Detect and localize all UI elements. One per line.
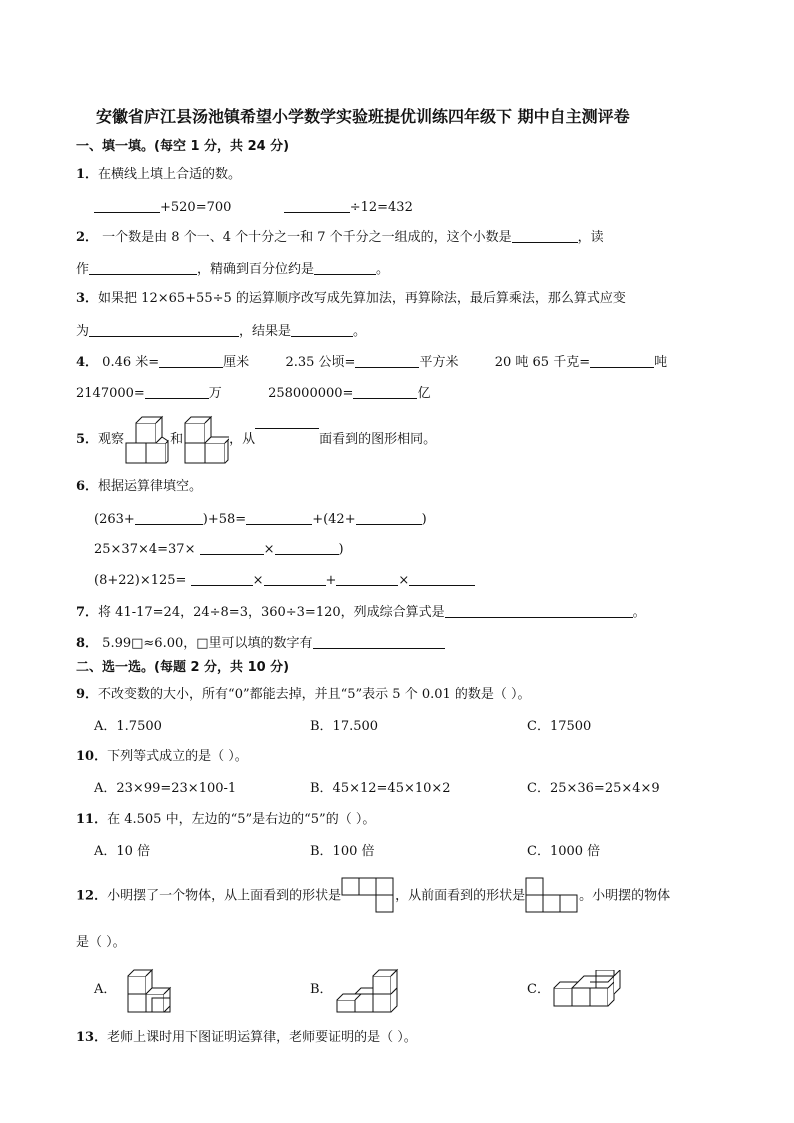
answer-blank[interactable] bbox=[409, 571, 475, 586]
answer-blank[interactable] bbox=[336, 571, 398, 586]
question-12 bbox=[76, 876, 670, 916]
question-text: 将 41-17=24，24÷8=3，360÷3=120，列成综合算式是 bbox=[98, 605, 445, 620]
question-text: ，从 bbox=[229, 432, 256, 447]
unit-text: 亿 bbox=[417, 386, 431, 401]
equation-text: ÷12=432 bbox=[349, 200, 413, 215]
answer-blank[interactable] bbox=[159, 353, 223, 368]
option-c[interactable]: C．17500 bbox=[527, 719, 592, 734]
question-text: ，从前面看到的形状是 bbox=[395, 888, 526, 904]
option-c-cubes-figure bbox=[550, 970, 630, 1010]
equation-text: + bbox=[325, 573, 337, 588]
answer-blank[interactable] bbox=[353, 384, 417, 399]
question-text: 在 4.505 中，左边的“5”是右边的“5”的（ ）。 bbox=[107, 812, 376, 827]
answer-blank[interactable] bbox=[94, 198, 160, 213]
question-text: 一个数是由 8 个一、4 个十分之一和 7 个千分之一组成的，这个小数是 bbox=[98, 230, 512, 245]
unit-text: 万 bbox=[208, 386, 222, 401]
question-number: 7． bbox=[76, 605, 99, 620]
question-text: 面看到的图形相同。 bbox=[319, 432, 437, 447]
option-b-cubes-figure bbox=[333, 966, 403, 1014]
question-text: 为 bbox=[76, 324, 90, 339]
answer-blank[interactable] bbox=[145, 384, 209, 399]
section-heading-fill-in: 一、填一填。(每空 1 分，共 24 分) bbox=[76, 139, 290, 154]
option-a[interactable] bbox=[94, 965, 180, 1015]
question-5 bbox=[76, 414, 436, 464]
option-label: C． bbox=[527, 982, 550, 997]
question-text: 不改变数的大小，所有“0”都能去掉，并且“5”表示 5 个 0.01 的数是（ ）。 bbox=[98, 687, 531, 702]
question-number: 6． bbox=[76, 479, 99, 494]
question-6 bbox=[76, 478, 202, 496]
question-text: 老师上课时用下图证明运算律，老师要证明的是（ ）。 bbox=[107, 1030, 417, 1045]
question-text: 根据运算律填空。 bbox=[98, 479, 203, 494]
question-1 bbox=[76, 166, 241, 184]
question-number: 2． bbox=[76, 230, 99, 245]
option-c[interactable] bbox=[527, 965, 630, 1015]
question-13 bbox=[76, 1029, 417, 1047]
equation-text: (8+22)×125= bbox=[94, 573, 191, 588]
question-text: 观察 bbox=[98, 432, 125, 447]
question-1-blanks bbox=[94, 198, 413, 217]
front-view-figure bbox=[525, 876, 579, 916]
question-number: 8． bbox=[76, 636, 99, 651]
question-text: 作 bbox=[76, 262, 90, 277]
question-text: 。 bbox=[376, 262, 390, 277]
question-10 bbox=[76, 748, 248, 766]
answer-blank[interactable] bbox=[255, 414, 319, 429]
option-a[interactable]: A．10 倍 bbox=[94, 844, 151, 859]
question-3-cont bbox=[76, 322, 366, 341]
option-b[interactable]: B．100 倍 bbox=[310, 844, 375, 859]
question-text: 下列等式成立的是（ ）。 bbox=[107, 749, 248, 764]
question-8 bbox=[76, 634, 445, 653]
section-heading-multiple-choice: 二、选一选。(每题 2 分，共 10 分) bbox=[76, 660, 290, 675]
question-text: 。 bbox=[632, 605, 646, 620]
question-text: ，精确到百分位约是 bbox=[197, 262, 315, 277]
equation-text: ) bbox=[338, 542, 344, 557]
question-text: 如果把 12×65+55÷5 的运算顺序改写成先算加法，再算除法，最后算乘法，那么算式应变 bbox=[98, 291, 626, 306]
question-number: 1． bbox=[76, 167, 99, 182]
answer-blank[interactable] bbox=[284, 198, 350, 213]
answer-blank[interactable] bbox=[89, 260, 197, 275]
question-text: 0.46 米= bbox=[98, 355, 160, 370]
question-text: 5.99□≈6.00，□里可以填的数字有 bbox=[98, 636, 313, 651]
option-c[interactable]: C．25×36=25×4×9 bbox=[527, 781, 660, 796]
equation-text: × bbox=[398, 573, 410, 588]
question-7 bbox=[76, 603, 646, 622]
option-a[interactable]: A．1.7500 bbox=[94, 719, 162, 734]
question-text: 2.35 公顷= bbox=[285, 355, 356, 370]
option-a[interactable]: A．23×99=23×100-1 bbox=[94, 781, 237, 796]
answer-blank[interactable] bbox=[275, 540, 339, 555]
answer-blank[interactable] bbox=[314, 260, 376, 275]
option-b[interactable] bbox=[310, 965, 403, 1015]
question-9 bbox=[76, 686, 531, 704]
question-6-row-3 bbox=[94, 571, 475, 590]
question-text: 258000000= bbox=[268, 386, 354, 401]
question-number: 9． bbox=[76, 687, 99, 702]
option-b[interactable]: B．17.500 bbox=[310, 719, 379, 734]
top-view-figure bbox=[341, 876, 395, 916]
question-text: 2147000= bbox=[76, 386, 145, 401]
answer-blank[interactable] bbox=[200, 540, 264, 555]
question-text: 。 bbox=[353, 324, 367, 339]
equation-text: × bbox=[263, 542, 275, 557]
answer-blank[interactable] bbox=[89, 322, 239, 337]
answer-blank[interactable] bbox=[512, 228, 578, 243]
question-text: 小明摆了一个物体，从上面看到的形状是 bbox=[107, 888, 342, 904]
page-title: 安徽省庐江县汤池镇希望小学数学实验班提优训练四年级下 期中自主测评卷 bbox=[96, 107, 630, 126]
option-b[interactable]: B．45×12=45×10×2 bbox=[310, 781, 451, 796]
answer-blank[interactable] bbox=[445, 603, 633, 618]
equation-text: ) bbox=[421, 512, 427, 527]
equation-text: )+58= bbox=[202, 512, 247, 527]
question-text: ，结果是 bbox=[239, 324, 292, 339]
option-label: A． bbox=[94, 982, 117, 997]
question-number: 11． bbox=[76, 812, 108, 827]
equation-text: +(42+ bbox=[312, 512, 356, 527]
question-2 bbox=[76, 228, 604, 247]
equation-text: +520=700 bbox=[160, 200, 232, 215]
question-text: 是（ ）。 bbox=[76, 935, 126, 950]
equation-text: 25×37×4=37× bbox=[94, 542, 200, 557]
unit-text: 平方米 bbox=[419, 355, 459, 370]
answer-blank[interactable] bbox=[590, 353, 654, 368]
unit-text: 吨 bbox=[654, 355, 668, 370]
question-number: 4． bbox=[76, 355, 99, 370]
answer-blank[interactable] bbox=[313, 634, 445, 649]
cube-figure-2 bbox=[183, 415, 229, 465]
question-12-cont bbox=[76, 934, 126, 952]
question-text: 在横线上填上合适的数。 bbox=[98, 167, 242, 182]
answer-blank[interactable] bbox=[356, 510, 422, 525]
equation-text: (263+ bbox=[94, 512, 135, 527]
answer-blank[interactable] bbox=[246, 510, 312, 525]
question-4-cont bbox=[76, 384, 430, 403]
question-3 bbox=[76, 290, 626, 308]
question-number: 10． bbox=[76, 749, 108, 764]
question-2-cont bbox=[76, 260, 389, 279]
question-text: ，读 bbox=[577, 230, 604, 245]
question-text: 和 bbox=[170, 432, 184, 447]
question-text: 。小明摆的物体 bbox=[579, 888, 671, 904]
question-number: 13． bbox=[76, 1030, 108, 1045]
question-4 bbox=[76, 353, 667, 372]
option-label: B． bbox=[310, 982, 333, 997]
cube-figure-1 bbox=[124, 415, 170, 465]
question-number: 3． bbox=[76, 291, 99, 306]
question-6-row-2 bbox=[94, 540, 344, 559]
answer-blank[interactable] bbox=[355, 353, 419, 368]
question-number: 12． bbox=[76, 888, 108, 904]
answer-blank[interactable] bbox=[191, 571, 253, 586]
option-a-cubes-figure bbox=[116, 966, 180, 1014]
question-text: 20 吨 65 千克= bbox=[494, 355, 591, 370]
answer-blank[interactable] bbox=[135, 510, 203, 525]
question-6-row-1 bbox=[94, 510, 427, 529]
answer-blank[interactable] bbox=[264, 571, 326, 586]
option-c[interactable]: C．1000 倍 bbox=[527, 844, 601, 859]
answer-blank[interactable] bbox=[291, 322, 353, 337]
question-number: 5． bbox=[76, 432, 99, 447]
question-11 bbox=[76, 811, 375, 829]
unit-text: 厘米 bbox=[223, 355, 250, 370]
equation-text: × bbox=[252, 573, 264, 588]
